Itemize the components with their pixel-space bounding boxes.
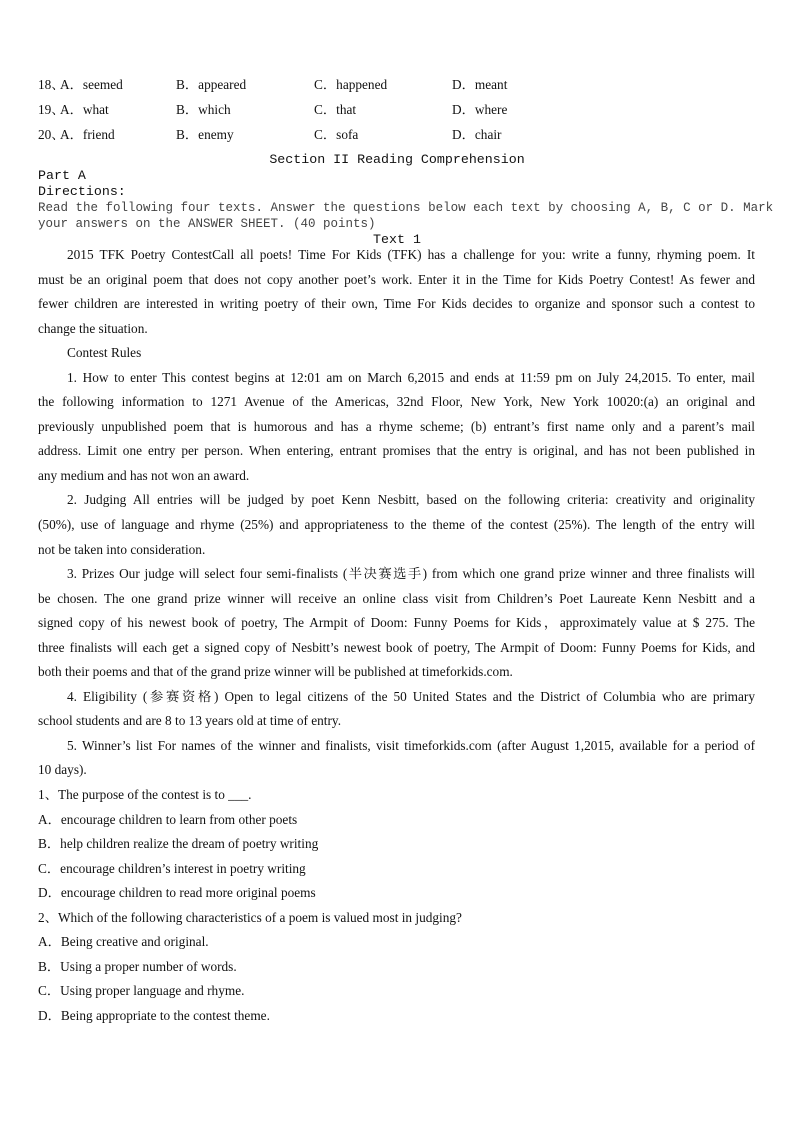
paragraph bbox=[38, 955, 755, 980]
option-c: C．sofa bbox=[314, 127, 359, 142]
question-number: 18、 bbox=[38, 77, 65, 92]
text-line: 1. How to enter This contest begins at 12:01 am on March 6,2015 and ends at 11:59 pm on July 24,2015. To enter, mail bbox=[67, 369, 755, 385]
text-line: three finalists will each get a signed copy of Nesbitt’s newest book of poetry, The Armpit of Doom: Funny Poems for Kids, and bbox=[38, 639, 755, 655]
text-line: 4. Eligibility (参赛资格) Open to legal citizens of the 50 United States and the District of Columbia who are primary bbox=[67, 688, 755, 704]
option-d: D．meant bbox=[452, 77, 508, 92]
text-line: must be an original poem that does not copy another poet’s work. Enter it in the Time for Kids Poetry Contest! As fewer and bbox=[38, 271, 755, 287]
option-a: A．what bbox=[60, 102, 109, 117]
text-line: C．encourage children’s interest in poetry writing bbox=[38, 860, 306, 876]
paragraph bbox=[38, 562, 755, 685]
text-line: the following information to 1271 Avenue of the Americas, 32nd Floor, New York, New York 10020:(a) an original and bbox=[38, 394, 755, 410]
text-line: both their poems and that of the grand prize winner will be published at timeforkids.com. bbox=[38, 664, 513, 680]
text-line: 10 days). bbox=[38, 762, 87, 778]
text-line: change the situation. bbox=[38, 320, 148, 336]
paragraph bbox=[38, 783, 755, 808]
question-number: 20、 bbox=[38, 127, 65, 142]
option-a: A．seemed bbox=[60, 77, 123, 92]
question-number: 19、 bbox=[38, 102, 65, 117]
text-line: 1、The purpose of the contest is to ___. bbox=[38, 787, 252, 803]
text-line: D．Being appropriate to the contest theme. bbox=[38, 1007, 270, 1023]
text-line: C．Using proper language and rhyme. bbox=[38, 983, 245, 999]
text-title: Text 1 bbox=[373, 232, 421, 247]
text-line: previously unpublished poem that is humorous and has a rhyme scheme; (b) entrant’s first name only and a parent’s mail bbox=[38, 418, 755, 434]
text-line: 2. Judging All entries will be judged by poet Kenn Nesbitt, based on the following criteria: creativity and originality bbox=[67, 492, 755, 508]
text-line: school students and are 8 to 13 years old at time of entry. bbox=[38, 713, 342, 729]
paragraph bbox=[38, 881, 755, 906]
text-line: be chosen. The one grand prize winner will receive an online class visit from Children’s Poet Laureate Kenn Nesbitt and a bbox=[38, 590, 755, 606]
text-line: B．help children realize the dream of poetry writing bbox=[38, 836, 319, 852]
text-line: not be taken into consideration. bbox=[38, 541, 206, 557]
directions-line: your answers on the ANSWER SHEET. (40 points) bbox=[38, 217, 376, 231]
section-title: Section II Reading Comprehension bbox=[269, 152, 525, 167]
text-line: 5. Winner’s list For names of the winner and finalists, visit timeforkids.com (after August 1,2015, available for a period of bbox=[67, 737, 755, 753]
text-line: Contest Rules bbox=[67, 345, 142, 361]
paragraph bbox=[38, 906, 755, 931]
paragraph bbox=[38, 1004, 755, 1029]
text-line: A．Being creative and original. bbox=[38, 934, 209, 950]
option-c: C．happened bbox=[314, 77, 388, 92]
directions-label: Directions: bbox=[38, 184, 126, 199]
text-line: signed copy of his newest book of poetry, The Armpit of Doom: Funny Poems for Kids，approximately value at $ 275. The bbox=[38, 615, 755, 631]
paragraph bbox=[38, 366, 755, 489]
option-c: C．that bbox=[314, 102, 357, 117]
text-line: any medium and has not won an award. bbox=[38, 467, 250, 483]
text-line: B．Using a proper number of words. bbox=[38, 958, 237, 974]
option-a: A．friend bbox=[60, 127, 115, 142]
directions-line: Read the following four texts. Answer the questions below each text by choosing A, B, C or D. Mark bbox=[38, 201, 774, 215]
paragraph bbox=[38, 930, 755, 955]
paragraph bbox=[38, 488, 755, 562]
text-line: fewer children are interested in writing poetry of their own, Time For Kids decides to organize and sponsor such a contest to bbox=[38, 296, 755, 312]
text-line: 2、Which of the following characteristics of a poem is valued most in judging? bbox=[38, 909, 462, 925]
text-line: D．encourage children to read more original poems bbox=[38, 885, 316, 901]
option-b: B．enemy bbox=[176, 127, 234, 142]
paragraph bbox=[38, 685, 755, 734]
paragraph bbox=[38, 832, 755, 857]
option-b: B．appeared bbox=[176, 77, 247, 92]
option-b: B．which bbox=[176, 102, 231, 117]
passage-and-questions bbox=[38, 243, 755, 1029]
text-line: 2015 TFK Poetry ContestCall all poets! Time For Kids (TFK) has a challenge for you: write a funny, rhyming poem. It bbox=[67, 247, 755, 262]
paragraph bbox=[38, 808, 755, 833]
option-d: D．chair bbox=[452, 127, 502, 142]
paragraph bbox=[38, 243, 755, 341]
text-line: 3. Prizes Our judge will select four semi-finalists (半决赛选手) from which one grand prize winner and three finalists will bbox=[67, 566, 755, 582]
text-line: address. Limit one entry per person. When entering, entrant promises that the entry is original, and has not been published in bbox=[38, 443, 755, 459]
text-line: A．encourage children to learn from other poets bbox=[38, 811, 298, 827]
paragraph bbox=[38, 979, 755, 1004]
paragraph bbox=[38, 341, 755, 366]
option-d: D．where bbox=[452, 102, 508, 117]
part-label: Part A bbox=[38, 168, 86, 183]
paragraph bbox=[38, 734, 755, 783]
text-line: (50%), use of language and rhyme (25%) and appropriateness to the theme of the contest (25%). The length of the entry will bbox=[38, 517, 755, 533]
paragraph bbox=[38, 857, 755, 882]
